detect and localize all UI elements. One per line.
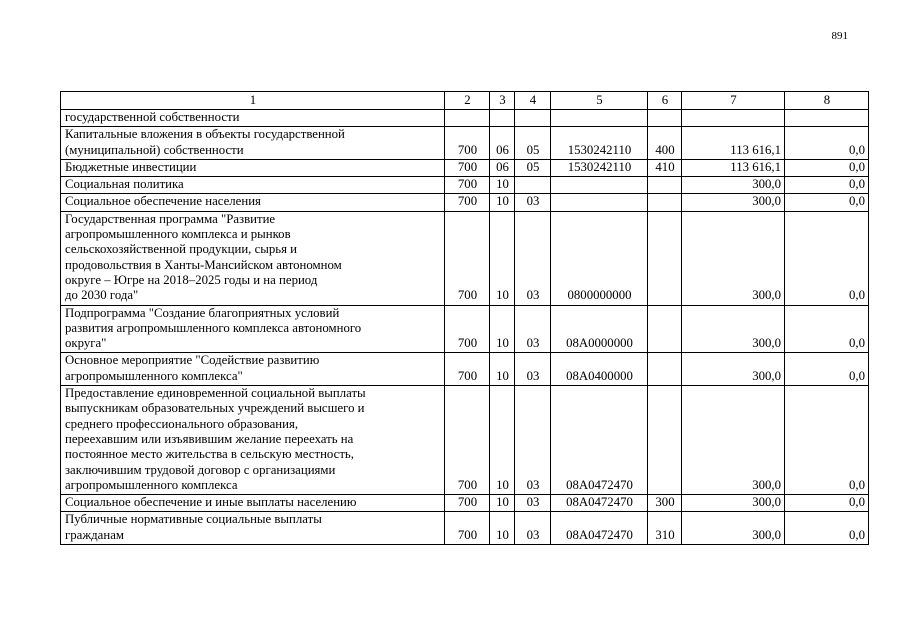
cell-col5: 08А0472470 <box>551 386 648 495</box>
row-name-cell <box>61 177 445 194</box>
row-name-line: сельскохозяйственной продукции, сырья и <box>65 242 298 257</box>
cell-col6: 310 <box>648 512 682 545</box>
cell-col6: 410 <box>648 159 682 176</box>
cell-col8: 0,0 <box>785 194 869 211</box>
cell-col4 <box>515 110 551 127</box>
cell-col2: 700 <box>445 194 490 211</box>
cell-col4 <box>515 177 551 194</box>
row-name-line: агропромышленного комплекса и рынков <box>65 227 291 242</box>
cell-col6 <box>648 194 682 211</box>
cell-col2: 700 <box>445 495 490 512</box>
row-name-cell <box>61 110 445 127</box>
table-row <box>61 177 869 194</box>
cell-col4: 03 <box>515 305 551 353</box>
cell-col7: 300,0 <box>682 512 785 545</box>
cell-col5 <box>551 110 648 127</box>
cell-col4: 03 <box>515 512 551 545</box>
row-name-line: (муниципальной) собственности <box>65 142 244 157</box>
cell-col5: 1530242110 <box>551 127 648 160</box>
cell-col8: 0,0 <box>785 512 869 545</box>
row-name-line: постоянное место жительства в сельскую местность, <box>65 447 354 462</box>
column-header-5: 5 <box>551 92 648 110</box>
cell-col2 <box>445 110 490 127</box>
cell-col7: 300,0 <box>682 211 785 305</box>
row-name-line: Предоставление единовременной социальной выплаты <box>65 386 366 401</box>
cell-col7: 113 616,1 <box>682 159 785 176</box>
row-name-cell <box>61 386 445 495</box>
page-number: 891 <box>831 30 848 42</box>
cell-col3: 10 <box>490 194 515 211</box>
column-header-4: 4 <box>515 92 551 110</box>
cell-col4: 03 <box>515 386 551 495</box>
cell-col5: 08А0472470 <box>551 495 648 512</box>
cell-col7: 300,0 <box>682 495 785 512</box>
column-header-7: 7 <box>682 92 785 110</box>
row-name-line: гражданам <box>65 527 124 542</box>
cell-col3: 06 <box>490 159 515 176</box>
row-name-line: Бюджетные инвестиции <box>65 159 197 174</box>
cell-col7: 300,0 <box>682 353 785 386</box>
table-row <box>61 353 869 386</box>
row-name-line: выпускникам образовательных учреждений высшего и <box>65 401 365 416</box>
cell-col8: 0,0 <box>785 159 869 176</box>
row-name-cell <box>61 211 445 305</box>
cell-col8: 0,0 <box>785 353 869 386</box>
cell-col5: 08А0400000 <box>551 353 648 386</box>
cell-col4: 03 <box>515 495 551 512</box>
table-row <box>61 512 869 545</box>
cell-col8: 0,0 <box>785 127 869 160</box>
row-name-line: развития агропромышленного комплекса автономного <box>65 320 362 335</box>
cell-col2: 700 <box>445 211 490 305</box>
row-name-cell <box>61 127 445 160</box>
cell-col6 <box>648 211 682 305</box>
cell-col5: 08А0472470 <box>551 512 648 545</box>
cell-col8 <box>785 110 869 127</box>
cell-col5: 0800000000 <box>551 211 648 305</box>
row-name-line: Публичные нормативные социальные выплаты <box>65 512 322 527</box>
cell-col3: 10 <box>490 177 515 194</box>
cell-col2: 700 <box>445 305 490 353</box>
cell-col3: 10 <box>490 211 515 305</box>
cell-col8: 0,0 <box>785 211 869 305</box>
cell-col8: 0,0 <box>785 495 869 512</box>
cell-col7: 300,0 <box>682 194 785 211</box>
row-name-line: агропромышленного комплекса" <box>65 368 243 383</box>
cell-col2: 700 <box>445 127 490 160</box>
cell-col6 <box>648 353 682 386</box>
cell-col4: 05 <box>515 159 551 176</box>
row-name-line: округа" <box>65 336 107 351</box>
row-name-line: заключившим трудовой договор с организациями <box>65 462 336 477</box>
cell-col6 <box>648 177 682 194</box>
row-name-line: округе – Югре на 2018–2025 годы и на период <box>65 272 318 287</box>
table-row <box>61 211 869 305</box>
cell-col4: 03 <box>515 194 551 211</box>
row-name-line: Подпрограмма "Создание благоприятных условий <box>65 305 340 320</box>
cell-col2: 700 <box>445 177 490 194</box>
row-name-cell <box>61 194 445 211</box>
cell-col2: 700 <box>445 386 490 495</box>
table-row <box>61 386 869 495</box>
row-name-line: Социальное обеспечение населения <box>65 194 261 209</box>
column-header-3: 3 <box>490 92 515 110</box>
row-name-line: среднего профессионального образования, <box>65 416 299 431</box>
cell-col5 <box>551 177 648 194</box>
cell-col7: 113 616,1 <box>682 127 785 160</box>
row-name-line: до 2030 года" <box>65 288 139 303</box>
cell-col3: 10 <box>490 495 515 512</box>
cell-col5 <box>551 194 648 211</box>
cell-col6: 400 <box>648 127 682 160</box>
table-row <box>61 110 869 127</box>
column-header-row <box>61 92 869 110</box>
row-name-line: агропромышленного комплекса <box>65 477 238 492</box>
row-name-line: Основное мероприятие "Содействие развитию <box>65 353 320 368</box>
column-header-6: 6 <box>648 92 682 110</box>
column-header-8: 8 <box>785 92 869 110</box>
cell-col6 <box>648 386 682 495</box>
cell-col6 <box>648 110 682 127</box>
row-name-cell <box>61 495 445 512</box>
cell-col8: 0,0 <box>785 305 869 353</box>
cell-col3: 10 <box>490 305 515 353</box>
cell-col7: 300,0 <box>682 305 785 353</box>
column-header-2: 2 <box>445 92 490 110</box>
row-name-line: Государственная программа "Развитие <box>65 211 276 226</box>
cell-col3 <box>490 110 515 127</box>
table-row <box>61 495 869 512</box>
cell-col7: 300,0 <box>682 386 785 495</box>
row-name-cell <box>61 305 445 353</box>
cell-col2: 700 <box>445 159 490 176</box>
row-name-line: Социальная политика <box>65 177 184 192</box>
row-name-cell <box>61 512 445 545</box>
table-row <box>61 159 869 176</box>
cell-col3: 10 <box>490 353 515 386</box>
cell-col5: 08А0000000 <box>551 305 648 353</box>
budget-table <box>60 91 869 545</box>
table-row <box>61 305 869 353</box>
cell-col4: 03 <box>515 211 551 305</box>
cell-col8: 0,0 <box>785 386 869 495</box>
row-name-line: переехавшим или изъявившим желание переехать на <box>65 431 354 446</box>
cell-col3: 10 <box>490 512 515 545</box>
row-name-line: продовольствия в Ханты-Мансийском автономном <box>65 257 342 272</box>
cell-col7 <box>682 110 785 127</box>
row-name-cell <box>61 353 445 386</box>
cell-col6: 300 <box>648 495 682 512</box>
table-row <box>61 194 869 211</box>
cell-col5: 1530242110 <box>551 159 648 176</box>
cell-col8: 0,0 <box>785 177 869 194</box>
cell-col2: 700 <box>445 353 490 386</box>
row-name-line: государственной собственности <box>65 110 240 124</box>
table-row <box>61 127 869 160</box>
row-name-line: Социальное обеспечение и иные выплаты населению <box>65 495 357 510</box>
cell-col2: 700 <box>445 512 490 545</box>
cell-col6 <box>648 305 682 353</box>
row-name-line: Капитальные вложения в объекты государственной <box>65 127 345 142</box>
cell-col3: 06 <box>490 127 515 160</box>
cell-col7: 300,0 <box>682 177 785 194</box>
cell-col3: 10 <box>490 386 515 495</box>
row-name-cell <box>61 159 445 176</box>
cell-col4: 05 <box>515 127 551 160</box>
cell-col4: 03 <box>515 353 551 386</box>
column-header-1: 1 <box>61 92 445 110</box>
